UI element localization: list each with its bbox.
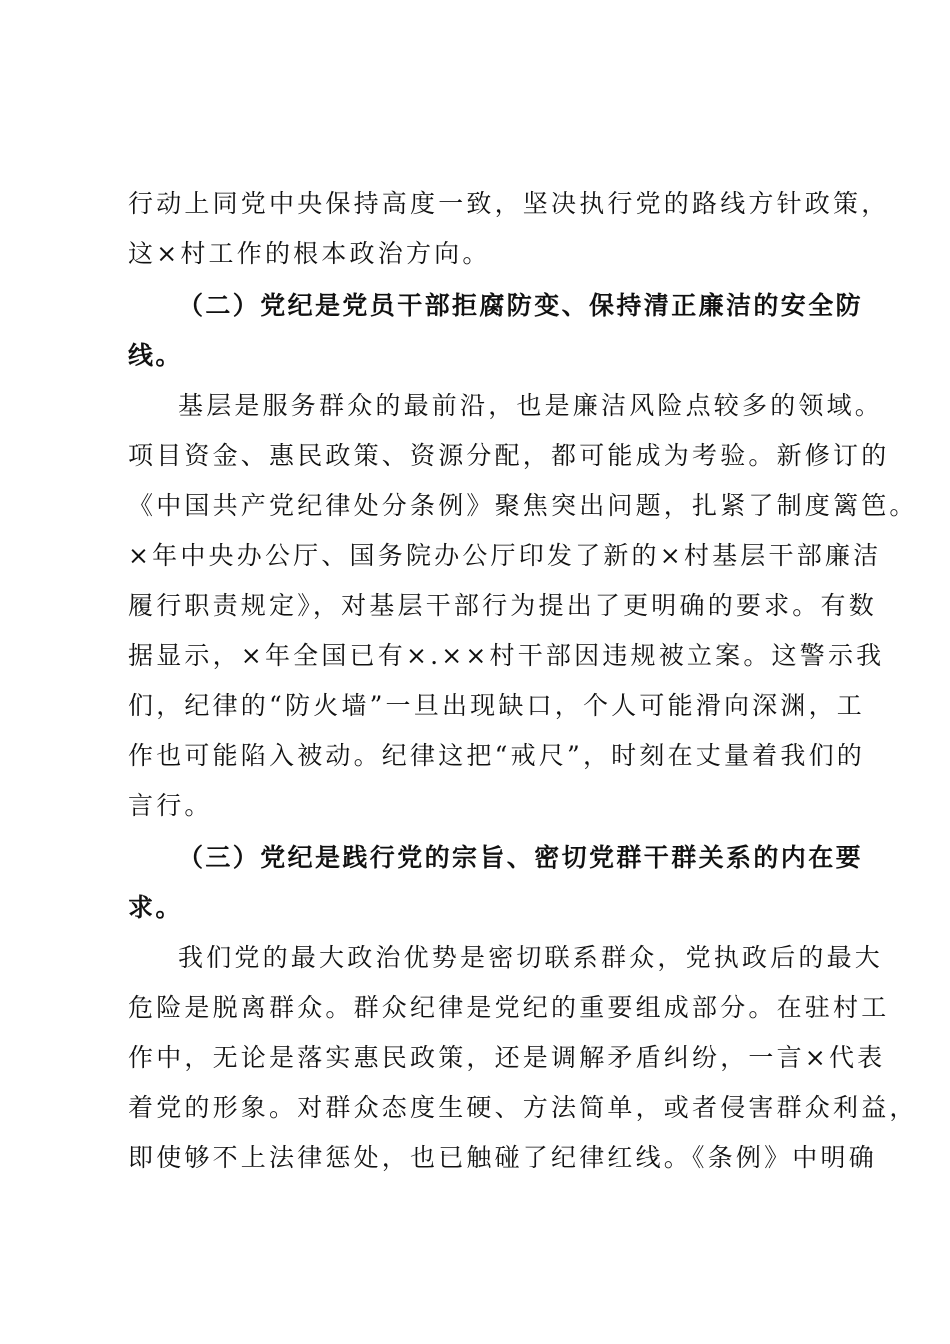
section-heading-3: （三）党纪是践行党的宗旨、密切党群干群关系的内在要: [178, 843, 864, 872]
body-text-line: 危险是脱离群众。群众纪律是党纪的重要组成部分。在驻村工: [128, 993, 890, 1022]
body-text-line: 我们党的最大政治优势是密切联系群众，党执政后的最大: [178, 943, 884, 972]
section-heading-2-continued: 线。: [128, 341, 183, 370]
body-text-line: 作中，无论是落实惠民政策，还是调解矛盾纠纷，一言×代表: [128, 1043, 886, 1072]
body-text-line: ×年中央办公厅、国务院办公厅印发了新的×村基层干部廉洁: [128, 541, 882, 570]
body-text-line: 据显示，×年全国已有×.××村干部因违规被立案。这警示我: [128, 641, 885, 670]
section-heading-2: （二）党纪是党员干部拒腐防变、保持清正廉洁的安全防: [178, 291, 864, 320]
body-text-line: 言行。: [128, 791, 213, 820]
body-text-line: 行动上同党中央保持高度一致，坚决执行党的路线方针政策，: [128, 189, 890, 218]
body-text-line: 即使够不上法律惩处，也已触碰了纪律红线。《条例》中明确: [128, 1143, 877, 1172]
body-text-line: 履行职责规定》，对基层干部行为提出了更明确的要求。有数: [128, 591, 877, 620]
body-text-line: 基层是服务群众的最前沿，也是廉洁风险点较多的领域。: [178, 391, 884, 420]
body-text-line: 们，纪律的“防火墙”一旦出现缺口，个人可能滑向深渊，工: [128, 691, 865, 720]
body-text-line: 作也可能陷入被动。纪律这把“戒尺”，时刻在丈量着我们的: [128, 741, 865, 770]
body-text-line: 着党的形象。对群众态度生硬、方法简单，或者侵害群众利益，: [128, 1093, 918, 1122]
body-text-line: 这×村工作的根本政治方向。: [128, 239, 491, 268]
body-text-line: 《中国共产党纪律处分条例》聚焦突出问题，扎紧了制度篱笆。: [128, 491, 918, 520]
section-heading-3-continued: 求。: [128, 893, 183, 922]
body-text-line: 项目资金、惠民政策、资源分配，都可能成为考验。新修订的: [128, 441, 890, 470]
